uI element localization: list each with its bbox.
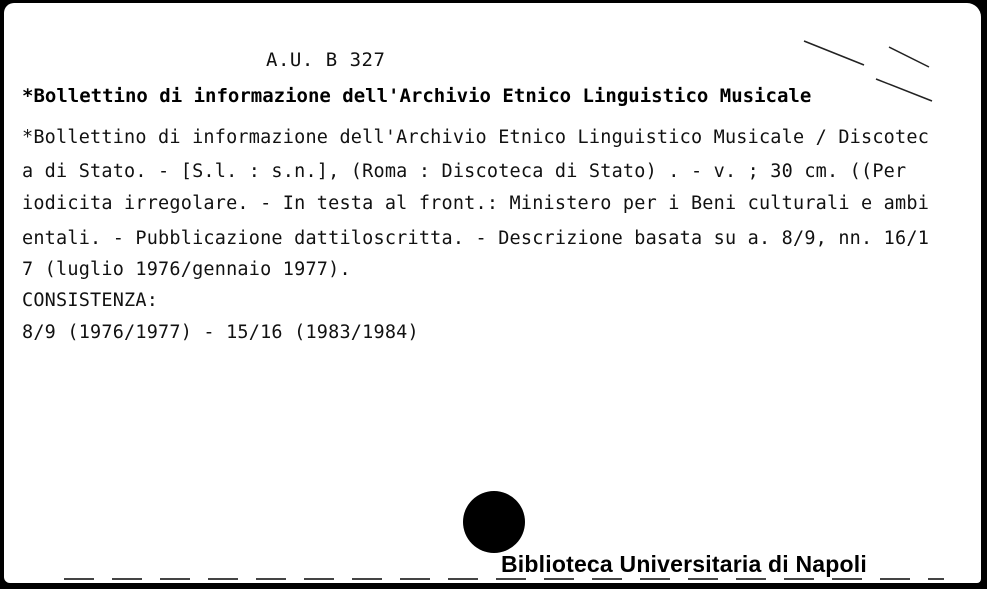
library-stamp: Biblioteca Universitaria di Napoli xyxy=(501,551,867,577)
description-line: iodicita irregolare. - In testa al front.: Ministero per i Beni culturali e ambi xyxy=(22,193,930,214)
description-line: entali. - Pubblicazione dattiloscritta. - Descrizione basata su a. 8/9, nn. 16/1 xyxy=(22,228,930,249)
holdings-label: CONSISTENZA: xyxy=(22,290,159,311)
catalog-card xyxy=(4,3,981,583)
holdings-range: 8/9 (1976/1977) - 15/16 (1983/1984) xyxy=(22,322,419,343)
description-line: a di Stato. - [S.l. : s.n.], (Roma : Discoteca di Stato) . - v. ; 30 cm. ((Per xyxy=(22,161,907,182)
description-line: *Bollettino di informazione dell'Archivio Etnico Linguistico Musicale / Discotec xyxy=(22,127,930,148)
description-line: 7 (luglio 1976/gennaio 1977). xyxy=(22,259,351,280)
shelfmark: A.U. B 327 xyxy=(266,49,386,71)
card-heading: *Bollettino di informazione dell'Archivio Etnico Linguistico Musicale xyxy=(22,85,812,107)
punch-hole xyxy=(463,491,525,553)
